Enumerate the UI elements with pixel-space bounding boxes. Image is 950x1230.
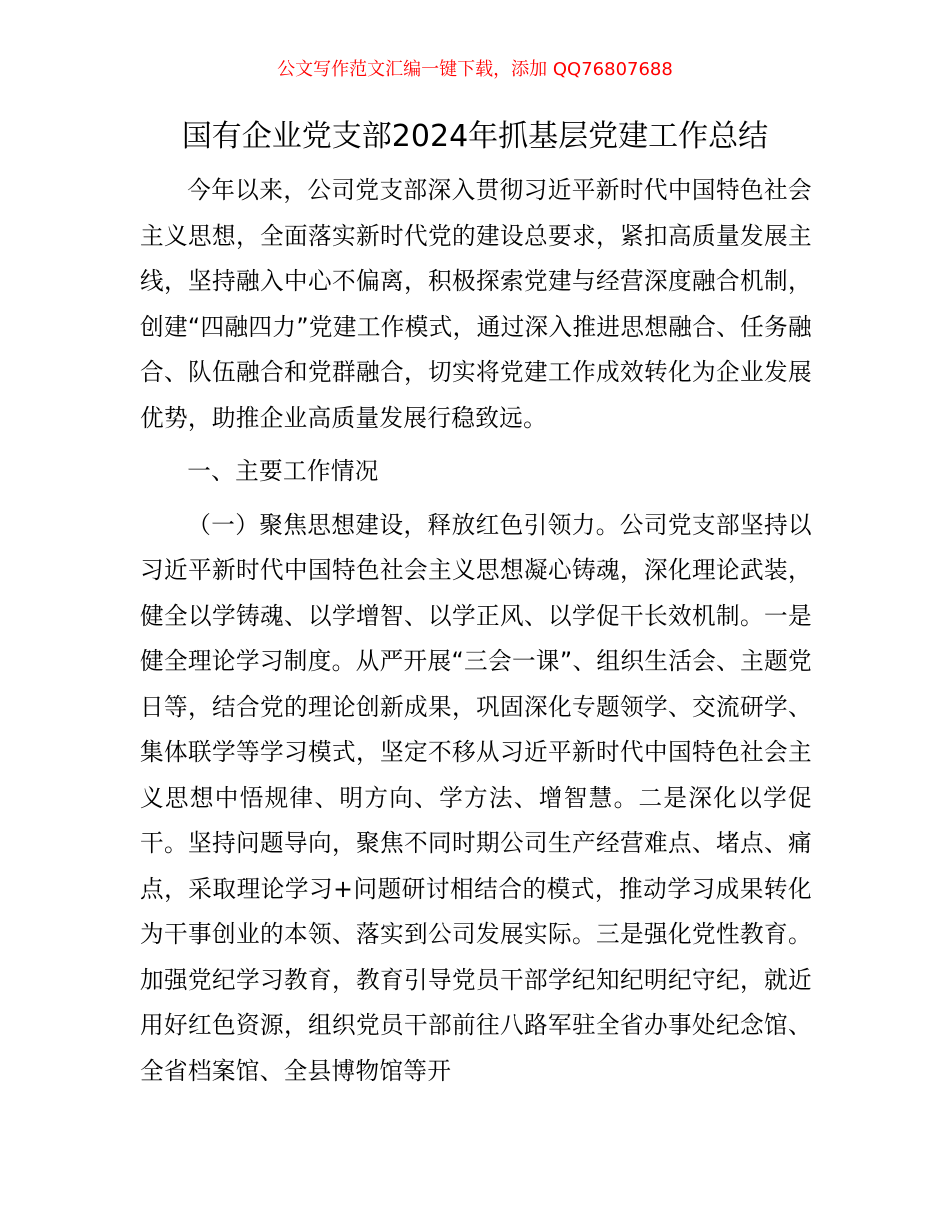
intro-paragraph: 今年以来，公司党支部深入贯彻习近平新时代中国特色社会主义思想，全面落实新时代党的建设总要求，紧扣高质量发展主线，坚持融入中心不偏离，积极探索党建与经营深度融合机制，创建“四融四力”党建工作模式，通过深入推进思想融合、任务融合、队伍融合和党群融合，切实将党建工作成效转化为企业发展优势，助推企业高质量发展行稳致远。: [140, 176, 812, 432]
section-paragraph: （一）聚焦思想建设，释放红色引领力。公司党支部坚持以习近平新时代中国特色社会主义思想凝心铸魂，深化理论武装，健全以学铸魂、以学增智、以学正风、以学促干长效机制。一是健全理论学习制度。从严开展“三会一课”、组织生活会、主题党日等，结合党的理论创新成果，巩固深化专题领学、交流研学、集体联学等学习模式，坚定不移从习近平新时代中国特色社会主义思想中悟规律、明方向、学方法、增智慧。二是深化以学促干。坚持问题导向，聚焦不同时期公司生产经营难点、堵点、痛点，采取理论学习+问题研讨相结合的模式，推动学习成果转化为干事创业的本领、落实到公司发展实际。三是强化党性教育。加强党纪学习教育，教育引导党员干部学纪知纪明纪守纪，就近用好红色资源，组织党员干部前往八路军驻全省办事处纪念馆、全省档案馆、全县博物馆等开: [140, 510, 812, 1085]
section-heading: 一、主要工作情况: [187, 457, 379, 485]
document-title: 国有企业党支部2024年抓基层党建工作总结: [181, 119, 769, 154]
download-promo-header: 公文写作范文汇编一键下载，添加 QQ76807688: [277, 59, 673, 80]
document-body: [140, 168, 812, 1094]
